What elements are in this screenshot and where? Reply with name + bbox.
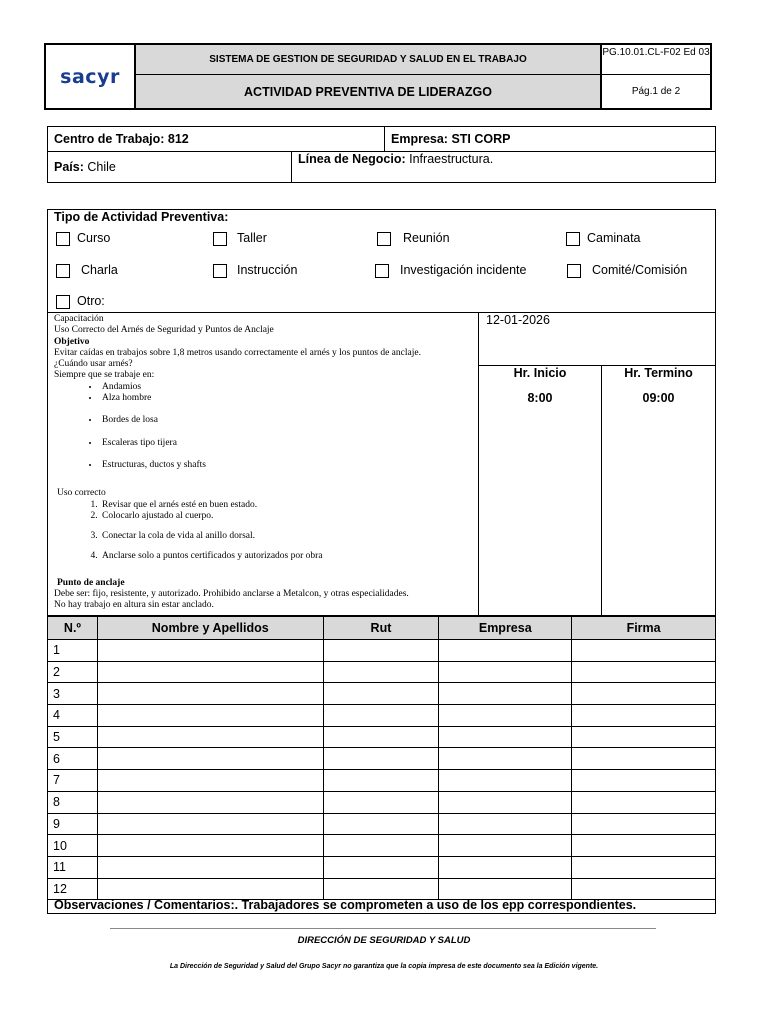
objective-title: Objetivo (54, 336, 90, 347)
label-charla: Charla (81, 263, 118, 277)
checkbox-charla[interactable] (56, 264, 70, 278)
row-number: 10 (48, 835, 98, 857)
table-row (48, 770, 716, 792)
uso-title: Uso correcto (57, 488, 106, 499)
nombre-cell[interactable] (97, 683, 323, 705)
punto-title: Punto de anclaje (57, 577, 125, 588)
firma-cell[interactable] (572, 661, 716, 683)
observations: Observaciones / Comentarios:. Trabajadores se comprometen a uso de los epp correspondientes. (47, 898, 716, 914)
checkbox-curso[interactable] (56, 232, 70, 246)
page-number: Pág.1 de 2 (631, 86, 681, 97)
list-item: 4. Anclarse solo a puntos certificados y autorizados por obra (100, 551, 472, 562)
footer-rule (110, 928, 656, 929)
table-row (48, 856, 716, 878)
row-number: 7 (48, 770, 98, 792)
rut-cell[interactable] (323, 640, 439, 662)
nombre-cell[interactable] (97, 640, 323, 662)
col-nombre: Nombre y Apellidos (97, 617, 323, 640)
checkbox-taller[interactable] (213, 232, 227, 246)
checkbox-investigacion[interactable] (375, 264, 389, 278)
nombre-cell[interactable] (97, 726, 323, 748)
rut-cell[interactable] (323, 791, 439, 813)
empresa-cell[interactable] (439, 640, 572, 662)
empresa-cell[interactable] (439, 878, 572, 900)
checkbox-reunion[interactable] (377, 232, 391, 246)
activity-section (47, 209, 716, 616)
document-code: PG.10.01.CL-F02 Ed 03 (602, 45, 710, 75)
nombre-cell[interactable] (97, 856, 323, 878)
list-item: • Alza hombre (100, 393, 472, 404)
rut-cell[interactable] (323, 856, 439, 878)
list-item: • Escaleras tipo tijera (100, 438, 472, 449)
footer-disclaimer: La Dirección de Seguridad y Salud del Grupo Sacyr no garantiza que la copia impresa de este documento sea la Edición vigente. (169, 963, 599, 970)
hr-inicio-label: Hr. Inicio (513, 366, 567, 380)
nombre-cell[interactable] (97, 791, 323, 813)
firma-cell[interactable] (572, 791, 716, 813)
nombre-cell[interactable] (97, 878, 323, 900)
rut-cell[interactable] (323, 683, 439, 705)
rut-cell[interactable] (323, 726, 439, 748)
linea-label: Línea de Negocio: (298, 152, 406, 166)
table-row (48, 748, 716, 770)
table-row (48, 726, 716, 748)
table-row (48, 835, 716, 857)
sacyr-logo (46, 45, 136, 108)
col-empresa: Empresa (439, 617, 572, 640)
desc-line: Evitar caídas en trabajos sobre 1,8 metros usando correctamente el arnés y los puntos de anclaje. (54, 347, 421, 358)
empresa-cell[interactable] (439, 856, 572, 878)
list-item: 3. Conectar la cola de vida al anillo dorsal. (100, 531, 472, 542)
empresa-cell[interactable] (439, 791, 572, 813)
rut-cell[interactable] (323, 878, 439, 900)
attendees-table (47, 616, 716, 900)
list-item: • Bordes de losa (100, 415, 472, 426)
checkbox-instruccion[interactable] (213, 264, 227, 278)
nombre-cell[interactable] (97, 748, 323, 770)
desc-line: No hay trabajo en altura sin estar anclado. (54, 600, 214, 611)
firma-cell[interactable] (572, 748, 716, 770)
table-row (48, 813, 716, 835)
desc-line: Debe ser: fijo, resistente, y autorizado. Prohibido anclarse a Metalcon, y otras especialidades. (54, 589, 409, 600)
table-row (48, 661, 716, 683)
label-reunion: Reunión (403, 231, 450, 245)
firma-cell[interactable] (572, 640, 716, 662)
desc-line: Uso Correcto del Arnés de Seguridad y Puntos de Anclaje (54, 325, 274, 336)
firma-cell[interactable] (572, 856, 716, 878)
label-taller: Taller (237, 231, 267, 245)
pais-value: Chile (83, 160, 116, 174)
list-item: 1. Revisar que el arnés esté en buen estado. (100, 500, 472, 511)
empresa-cell[interactable] (439, 726, 572, 748)
empresa-cell[interactable] (439, 705, 572, 727)
row-number: 4 (48, 705, 98, 727)
document-header (44, 43, 712, 110)
row-number: 2 (48, 661, 98, 683)
checkbox-otro[interactable] (56, 295, 70, 309)
pais (48, 152, 292, 182)
firma-cell[interactable] (572, 835, 716, 857)
pais-label: País: (54, 160, 84, 174)
nombre-cell[interactable] (97, 705, 323, 727)
empresa-cell[interactable] (439, 813, 572, 835)
rut-cell[interactable] (323, 661, 439, 683)
nombre-cell[interactable] (97, 813, 323, 835)
hr-inicio-value: 8:00 (527, 391, 553, 405)
firma-cell[interactable] (572, 683, 716, 705)
nombre-cell[interactable] (97, 770, 323, 792)
label-investigacion: Investigación incidente (400, 263, 527, 277)
rut-cell[interactable] (323, 705, 439, 727)
hr-termino-value: 09:00 (642, 391, 675, 405)
firma-cell[interactable] (572, 705, 716, 727)
linea-negocio (292, 152, 715, 182)
row-number: 6 (48, 748, 98, 770)
table-row (48, 640, 716, 662)
row-number: 5 (48, 726, 98, 748)
firma-cell[interactable] (572, 878, 716, 900)
label-caminata: Caminata (587, 231, 641, 245)
table-row (48, 791, 716, 813)
desc-line: ¿Cuándo usar arnés? (54, 359, 133, 370)
steps-list (100, 500, 472, 563)
empresa-cell[interactable] (439, 770, 572, 792)
checkbox-comite[interactable] (567, 264, 581, 278)
empresa-cell[interactable] (439, 748, 572, 770)
rut-cell[interactable] (323, 748, 439, 770)
list-item: • Estructuras, ductos y shafts (100, 460, 472, 471)
table-row (48, 683, 716, 705)
logo-text: sacyr (60, 65, 120, 88)
activity-description (48, 312, 479, 616)
centro-trabajo: Centro de Trabajo: 812 (48, 127, 385, 152)
system-title: SISTEMA DE GESTION DE SEGURIDAD Y SALUD EN EL TRABAJO (136, 45, 602, 75)
table-row (48, 878, 716, 900)
bullet-list (100, 382, 472, 471)
label-otro: Otro: (77, 294, 105, 308)
firma-cell[interactable] (572, 813, 716, 835)
empresa-cell[interactable] (439, 661, 572, 683)
rut-cell[interactable] (323, 770, 439, 792)
firma-cell[interactable] (572, 726, 716, 748)
schedule-panel (479, 312, 715, 616)
label-instruccion: Instrucción (237, 263, 298, 277)
hr-termino-label: Hr. Termino (624, 366, 693, 380)
nombre-cell[interactable] (97, 835, 323, 857)
desc-line: Capacitación (54, 314, 104, 324)
workplace-info (47, 126, 716, 183)
col-rut: Rut (323, 617, 439, 640)
row-number: 12 (48, 878, 98, 900)
linea-value: Infraestructura. (405, 152, 494, 166)
col-firma: Firma (572, 617, 716, 640)
row-number: 9 (48, 813, 98, 835)
nombre-cell[interactable] (97, 661, 323, 683)
label-curso: Curso (77, 231, 111, 245)
col-numero: N.º (48, 617, 98, 640)
list-item: • Andamios (100, 382, 472, 393)
empresa-cell[interactable] (439, 835, 572, 857)
row-number: 11 (48, 856, 98, 878)
table-row (48, 705, 716, 727)
row-number: 8 (48, 791, 98, 813)
footer-department: DIRECCIÓN DE SEGURIDAD Y SALUD (297, 935, 471, 946)
list-item: 2. Colocarlo ajustado al cuerpo. (100, 511, 472, 522)
desc-line: Siempre que se trabaje en: (54, 370, 155, 381)
empresa: Empresa: STI CORP (385, 127, 715, 152)
activity-date: 12-01-2026 (486, 313, 550, 327)
table-header-row (48, 617, 716, 640)
row-number: 1 (48, 640, 98, 662)
document-title: ACTIVIDAD PREVENTIVA DE LIDERAZGO (136, 75, 602, 108)
rut-cell[interactable] (323, 813, 439, 835)
activity-type-title: Tipo de Actividad Preventiva: (54, 210, 229, 224)
row-number: 3 (48, 683, 98, 705)
checkbox-caminata[interactable] (566, 232, 580, 246)
empresa-cell[interactable] (439, 683, 572, 705)
rut-cell[interactable] (323, 835, 439, 857)
firma-cell[interactable] (572, 770, 716, 792)
label-comite: Comité/Comisión (592, 263, 688, 277)
